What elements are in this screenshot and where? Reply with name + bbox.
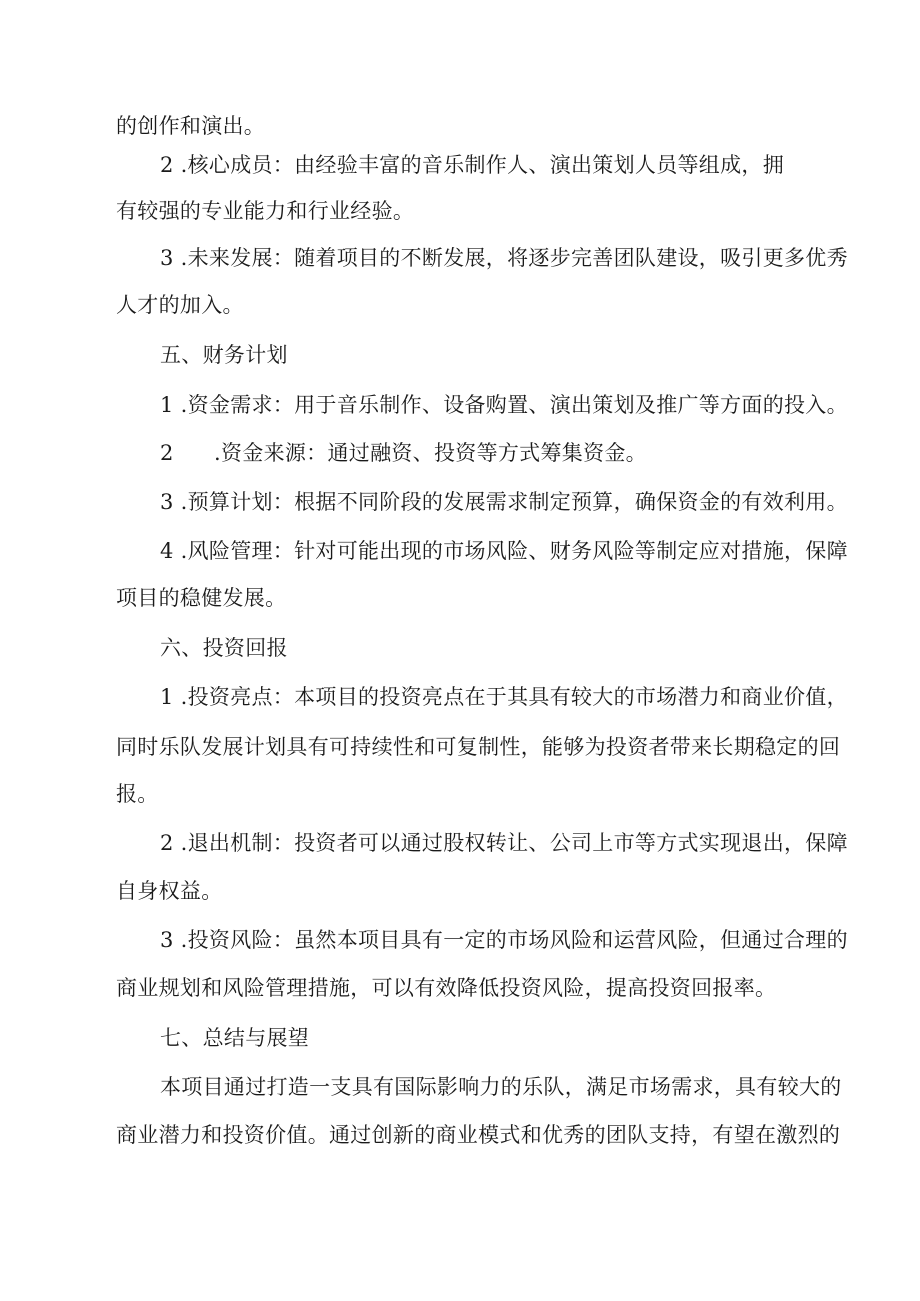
paragraph-line: 项目的稳健发展。 (116, 586, 287, 610)
paragraph-line: 3 .预算计划：根据不同阶段的发展需求制定预算，确保资金的有效利用。 (160, 490, 848, 514)
section-heading: 六、投资回报 (160, 636, 288, 660)
paragraph-line (160, 439, 647, 467)
paragraph-line: 3 .投资风险：虽然本项目具有一定的市场风险和运营风险，但通过合理的 (160, 928, 848, 952)
paragraph-line: 有较强的专业能力和行业经验。 (116, 199, 415, 223)
section-heading: 七、总结与展望 (160, 1026, 310, 1050)
paragraph-line: 1 .资金需求：用于音乐制作、设备购置、演出策划及推广等方面的投入。 (160, 393, 848, 417)
paragraph-line: 人才的加入。 (116, 293, 244, 317)
paragraph-line: 本项目通过打造一支具有国际影响力的乐队，满足市场需求，具有较大的 (160, 1075, 842, 1099)
paragraph-line: 自身权益。 (116, 879, 223, 903)
paragraph-line: 报。 (116, 782, 159, 806)
paragraph-line: 的创作和演出。 (116, 114, 266, 138)
item-number: 2 (160, 441, 174, 465)
paragraph-line: 3 .未来发展：随着项目的不断发展，将逐步完善团队建设，吸引更多优秀 (160, 246, 848, 270)
paragraph-line: 商业潜力和投资价值。通过创新的商业模式和优秀的团队支持，有望在激烈的 (116, 1123, 841, 1147)
paragraph-line: 1 .投资亮点：本项目的投资亮点在于其具有较大的市场潜力和商业价值， (160, 685, 848, 709)
paragraph-line: 商业规划和风险管理措施，可以有效降低投资风险，提高投资回报率。 (116, 976, 777, 1000)
paragraph-line: 4 .风险管理：针对可能出现的市场风险、财务风险等制定应对措施，保障 (160, 539, 848, 563)
item-text: .资金来源：通过融资、投资等方式筹集资金。 (214, 441, 647, 465)
section-heading: 五、财务计划 (160, 343, 288, 367)
paragraph-line: 2 .退出机制：投资者可以通过股权转让、公司上市等方式实现退出，保障 (160, 831, 848, 855)
paragraph-line: 2 .核心成员：由经验丰富的音乐制作人、演出策划人员等组成，拥 (160, 153, 785, 177)
paragraph-line: 同时乐队发展计划具有可持续性和可复制性，能够为投资者带来长期稳定的回 (116, 735, 841, 759)
